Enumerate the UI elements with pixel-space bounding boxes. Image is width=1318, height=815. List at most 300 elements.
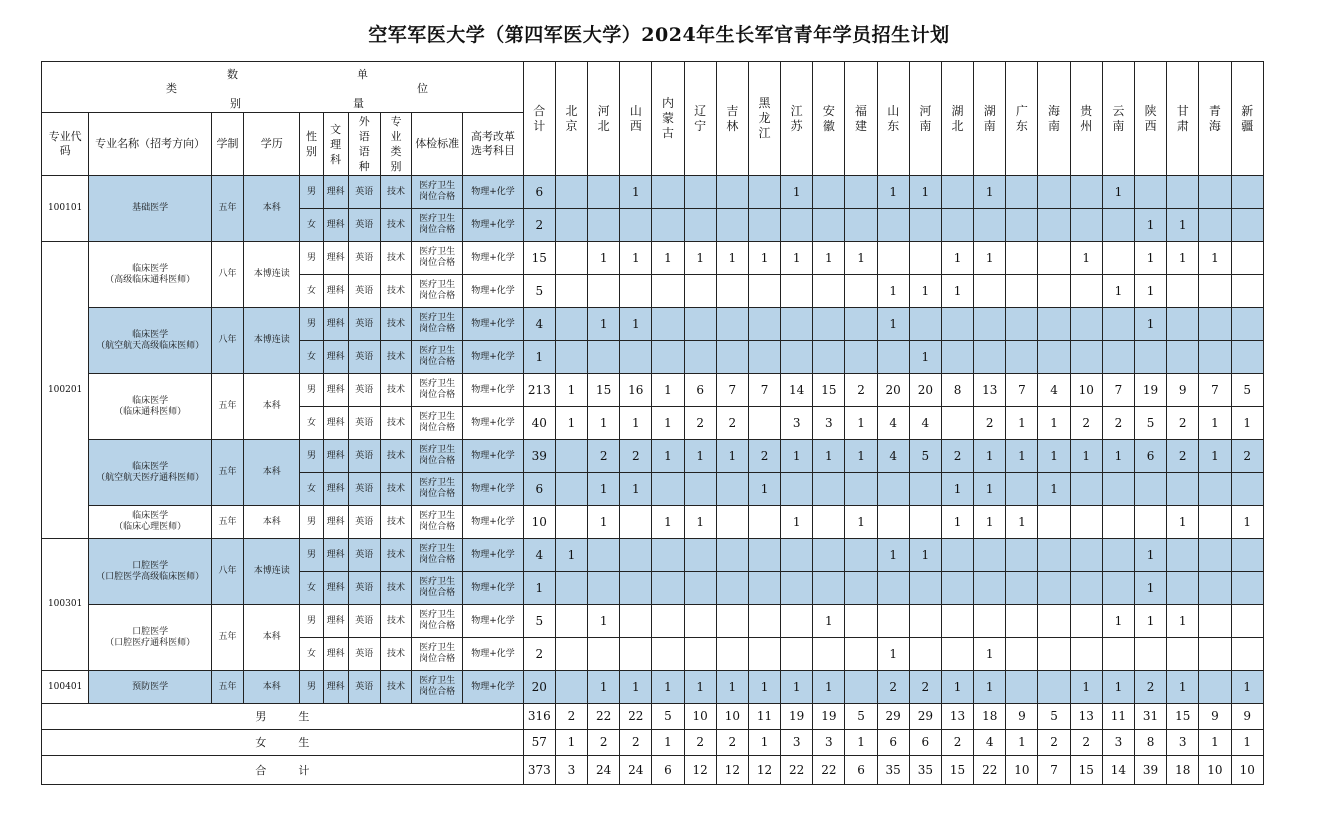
foreign-language: 英语 — [348, 638, 380, 671]
province-quota: 13 — [974, 374, 1006, 407]
province-quota — [748, 638, 780, 671]
major-name — [89, 374, 212, 440]
province-quota — [652, 209, 684, 242]
summary-province: 10 — [1199, 756, 1231, 785]
province-quota — [555, 440, 587, 473]
province-quota — [684, 176, 716, 209]
province-quota: 1 — [652, 671, 684, 704]
exam-subjects: 物理+化学 — [463, 209, 523, 242]
province-quota: 1 — [1070, 440, 1102, 473]
major-code: 100201 — [42, 242, 89, 539]
foreign-language: 英语 — [348, 440, 380, 473]
summary-province: 13 — [941, 704, 973, 730]
major-name-main: 基础医学 — [132, 203, 169, 213]
province-quota — [716, 473, 748, 506]
province-quota: 1 — [941, 671, 973, 704]
province-quota: 1 — [974, 473, 1006, 506]
foreign-language: 英语 — [348, 407, 380, 440]
province-quota: 1 — [941, 506, 973, 539]
subject-track: 理科 — [323, 440, 348, 473]
province-quota: 1 — [1134, 242, 1166, 275]
province-quota: 1 — [1231, 407, 1264, 440]
major-type: 技术 — [380, 341, 411, 374]
province-name: 山西 — [629, 103, 642, 133]
province-quota: 1 — [781, 176, 813, 209]
degree: 本科 — [244, 605, 300, 671]
summary-label-char: 女 — [255, 736, 267, 749]
province-quota — [1006, 572, 1038, 605]
sex: 男 — [300, 242, 323, 275]
major-type: 技术 — [380, 506, 411, 539]
province-quota — [1199, 308, 1231, 341]
province-header — [652, 62, 684, 176]
health-standard: 医疗卫生岗位合格 — [412, 275, 463, 308]
exam-subjects: 物理+化学 — [463, 539, 523, 572]
province-header — [555, 62, 587, 176]
row-total: 5 — [523, 275, 555, 308]
province-quota: 1 — [1199, 242, 1231, 275]
province-quota: 1 — [1038, 440, 1070, 473]
province-quota: 16 — [620, 374, 652, 407]
province-quota — [620, 506, 652, 539]
major-type: 技术 — [380, 407, 411, 440]
row-total: 39 — [523, 440, 555, 473]
summary-province: 22 — [974, 756, 1006, 785]
category-corner-label: 别 — [230, 97, 241, 110]
province-name: 黑龙江 — [758, 96, 771, 140]
column-header: 体检标准 — [412, 113, 463, 176]
table-row — [42, 242, 1264, 275]
province-quota: 2 — [909, 671, 941, 704]
province-quota: 2 — [620, 440, 652, 473]
degree: 本博连读 — [244, 308, 300, 374]
degree: 本博连读 — [244, 242, 300, 308]
province-quota: 1 — [748, 242, 780, 275]
province-name: 广东 — [1015, 103, 1028, 133]
province-quota: 1 — [877, 638, 909, 671]
province-quota: 1 — [620, 473, 652, 506]
province-quota — [588, 572, 620, 605]
province-quota: 1 — [1231, 506, 1264, 539]
row-total: 1 — [523, 572, 555, 605]
province-quota: 1 — [877, 539, 909, 572]
sex: 女 — [300, 638, 323, 671]
sex: 女 — [300, 209, 323, 242]
province-quota — [1070, 605, 1102, 638]
province-quota — [716, 539, 748, 572]
province-quota: 4 — [909, 407, 941, 440]
province-quota — [652, 275, 684, 308]
province-quota: 1 — [781, 440, 813, 473]
summary-total: 316 — [523, 704, 555, 730]
province-quota — [620, 605, 652, 638]
province-quota: 2 — [684, 407, 716, 440]
province-quota: 2 — [974, 407, 1006, 440]
province-quota — [1199, 671, 1231, 704]
province-quota — [1231, 473, 1264, 506]
province-quota — [1006, 638, 1038, 671]
province-quota: 1 — [555, 539, 587, 572]
province-quota — [588, 539, 620, 572]
study-years: 五年 — [211, 506, 243, 539]
province-quota — [781, 275, 813, 308]
province-quota — [1134, 176, 1166, 209]
major-type: 技术 — [380, 440, 411, 473]
province-quota — [781, 341, 813, 374]
major-name-main: 口腔医学 — [132, 626, 169, 637]
summary-province: 15 — [1167, 704, 1199, 730]
row-total: 6 — [523, 473, 555, 506]
column-header: 高考改革选考科目 — [463, 113, 523, 176]
study-years: 八年 — [211, 242, 243, 308]
province-quota — [555, 638, 587, 671]
summary-province: 35 — [909, 756, 941, 785]
province-quota: 10 — [1070, 374, 1102, 407]
subject-track: 理科 — [323, 539, 348, 572]
summary-province: 2 — [620, 730, 652, 756]
major-type: 技术 — [380, 275, 411, 308]
province-quota — [1231, 341, 1264, 374]
province-header — [620, 62, 652, 176]
exam-subjects: 物理+化学 — [463, 605, 523, 638]
province-quota — [845, 605, 877, 638]
province-quota: 1 — [877, 176, 909, 209]
province-quota — [1167, 638, 1199, 671]
province-name: 贵州 — [1080, 103, 1093, 133]
table-row — [42, 605, 1264, 638]
province-quota: 1 — [1231, 671, 1264, 704]
province-quota: 1 — [652, 242, 684, 275]
summary-province: 19 — [813, 704, 845, 730]
summary-province: 22 — [813, 756, 845, 785]
province-quota: 14 — [781, 374, 813, 407]
health-standard: 医疗卫生岗位合格 — [412, 506, 463, 539]
province-quota — [684, 539, 716, 572]
province-name: 江苏 — [790, 103, 803, 133]
sex: 男 — [300, 176, 323, 209]
major-name — [89, 440, 212, 506]
province-quota: 1 — [1167, 605, 1199, 638]
major-type: 技术 — [380, 308, 411, 341]
column-header-label: 文理科 — [330, 122, 342, 166]
province-quota: 1 — [813, 605, 845, 638]
major-name-main: 预防医学 — [132, 681, 169, 692]
health-standard: 医疗卫生岗位合格 — [412, 440, 463, 473]
province-quota — [555, 308, 587, 341]
health-standard: 医疗卫生岗位合格 — [412, 374, 463, 407]
major-name-main: 临床医学 — [132, 329, 169, 340]
summary-label — [42, 704, 524, 730]
province-quota — [845, 539, 877, 572]
degree: 本科 — [244, 671, 300, 704]
province-name: 河北 — [597, 103, 610, 133]
province-header — [974, 62, 1006, 176]
foreign-language: 英语 — [348, 572, 380, 605]
summary-province: 2 — [1070, 730, 1102, 756]
province-quota: 1 — [781, 242, 813, 275]
province-quota — [684, 275, 716, 308]
summary-province: 1 — [845, 730, 877, 756]
summary-province: 2 — [588, 730, 620, 756]
province-quota: 1 — [1102, 176, 1134, 209]
province-quota — [909, 638, 941, 671]
health-standard: 医疗卫生岗位合格 — [412, 605, 463, 638]
summary-province: 15 — [941, 756, 973, 785]
province-quota — [716, 638, 748, 671]
summary-province: 10 — [1006, 756, 1038, 785]
summary-province: 3 — [1102, 730, 1134, 756]
province-quota — [748, 176, 780, 209]
province-quota: 1 — [974, 176, 1006, 209]
province-quota — [1006, 341, 1038, 374]
province-quota — [1102, 341, 1134, 374]
province-quota — [1070, 473, 1102, 506]
province-quota — [845, 572, 877, 605]
health-standard: 医疗卫生岗位合格 — [412, 176, 463, 209]
category-corner-label: 数 — [227, 68, 238, 81]
province-quota: 1 — [652, 374, 684, 407]
summary-province: 1 — [1006, 730, 1038, 756]
province-quota: 1 — [974, 638, 1006, 671]
summary-province: 2 — [684, 730, 716, 756]
foreign-language: 英语 — [348, 209, 380, 242]
table-row — [42, 671, 1264, 704]
summary-province: 12 — [748, 756, 780, 785]
province-quota — [1070, 638, 1102, 671]
province-quota — [781, 308, 813, 341]
province-quota — [845, 308, 877, 341]
province-quota: 1 — [652, 506, 684, 539]
province-quota — [1070, 506, 1102, 539]
major-type: 技术 — [380, 671, 411, 704]
subject-track: 理科 — [323, 506, 348, 539]
health-standard: 医疗卫生岗位合格 — [412, 638, 463, 671]
province-quota — [555, 506, 587, 539]
province-quota: 6 — [684, 374, 716, 407]
province-quota — [555, 242, 587, 275]
major-type: 技术 — [380, 539, 411, 572]
exam-subjects: 物理+化学 — [463, 407, 523, 440]
province-name: 新疆 — [1241, 103, 1254, 133]
sex: 男 — [300, 539, 323, 572]
province-quota: 7 — [1006, 374, 1038, 407]
province-quota — [652, 539, 684, 572]
province-quota: 1 — [1102, 275, 1134, 308]
province-quota: 1 — [1134, 605, 1166, 638]
summary-label-char: 生 — [298, 736, 310, 749]
summary-province: 6 — [845, 756, 877, 785]
summary-province: 3 — [813, 730, 845, 756]
health-standard: 医疗卫生岗位合格 — [412, 671, 463, 704]
province-quota — [555, 209, 587, 242]
province-quota: 1 — [974, 671, 1006, 704]
category-corner-label: 类 — [166, 82, 177, 95]
province-quota: 2 — [877, 671, 909, 704]
province-quota — [909, 506, 941, 539]
summary-label-char: 计 — [298, 763, 310, 777]
province-quota — [652, 341, 684, 374]
province-quota — [1167, 341, 1199, 374]
table-row — [42, 440, 1264, 473]
province-name: 甘肃 — [1176, 103, 1189, 133]
province-quota: 1 — [1070, 242, 1102, 275]
province-quota — [1199, 572, 1231, 605]
row-total: 40 — [523, 407, 555, 440]
province-quota — [813, 308, 845, 341]
province-quota: 1 — [684, 242, 716, 275]
major-name-main: 临床医学 — [132, 263, 169, 274]
table-row — [42, 374, 1264, 407]
province-quota: 1 — [845, 506, 877, 539]
enrollment-table — [41, 61, 1264, 785]
province-quota: 1 — [845, 242, 877, 275]
province-name: 陕西 — [1144, 103, 1157, 133]
province-quota — [716, 341, 748, 374]
province-quota — [909, 572, 941, 605]
province-quota: 5 — [1231, 374, 1264, 407]
province-quota: 1 — [1134, 539, 1166, 572]
province-quota — [1199, 176, 1231, 209]
province-quota: 2 — [1167, 407, 1199, 440]
row-total: 5 — [523, 605, 555, 638]
province-quota: 1 — [813, 440, 845, 473]
province-quota — [941, 209, 973, 242]
province-name: 湖北 — [951, 103, 964, 133]
province-quota: 1 — [813, 671, 845, 704]
province-quota — [974, 341, 1006, 374]
province-quota — [941, 341, 973, 374]
subject-track: 理科 — [323, 209, 348, 242]
province-quota: 1 — [684, 506, 716, 539]
province-quota — [1199, 341, 1231, 374]
province-quota — [1231, 209, 1264, 242]
major-name-main: 临床医学 — [132, 461, 169, 472]
column-header: 学制 — [211, 113, 243, 176]
province-quota — [748, 275, 780, 308]
province-quota: 2 — [748, 440, 780, 473]
column-header-label: 外语语种 — [358, 115, 370, 173]
province-quota — [813, 473, 845, 506]
province-header — [909, 62, 941, 176]
province-header — [1070, 62, 1102, 176]
province-quota — [555, 473, 587, 506]
exam-subjects: 物理+化学 — [463, 374, 523, 407]
province-quota — [1006, 242, 1038, 275]
province-quota: 2 — [845, 374, 877, 407]
province-quota: 4 — [877, 407, 909, 440]
province-quota: 1 — [845, 440, 877, 473]
province-quota: 1 — [1006, 407, 1038, 440]
summary-province: 2 — [1038, 730, 1070, 756]
row-total: 2 — [523, 638, 555, 671]
column-header — [300, 113, 323, 176]
subject-track: 理科 — [323, 473, 348, 506]
summary-row — [42, 730, 1264, 756]
province-header — [1167, 62, 1199, 176]
province-name: 青海 — [1208, 103, 1221, 133]
province-quota: 4 — [877, 440, 909, 473]
major-name — [89, 539, 212, 605]
major-name — [89, 242, 212, 308]
row-total: 10 — [523, 506, 555, 539]
province-quota: 5 — [1134, 407, 1166, 440]
province-quota — [684, 341, 716, 374]
province-quota — [1006, 275, 1038, 308]
summary-province: 14 — [1102, 756, 1134, 785]
summary-province: 3 — [781, 730, 813, 756]
province-quota — [1231, 275, 1264, 308]
major-type: 技术 — [380, 374, 411, 407]
province-quota: 2 — [1167, 440, 1199, 473]
major-name-direction: （航空航天高级临床医师） — [96, 340, 205, 351]
province-quota — [845, 473, 877, 506]
province-quota — [652, 473, 684, 506]
major-name-direction: （航空航天医疗通科医师） — [96, 472, 205, 483]
province-header — [716, 62, 748, 176]
province-quota: 1 — [781, 671, 813, 704]
study-years: 八年 — [211, 308, 243, 374]
category-corner-label: 单 — [357, 68, 368, 81]
province-quota — [1231, 242, 1264, 275]
province-quota — [1167, 275, 1199, 308]
summary-province: 2 — [716, 730, 748, 756]
foreign-language: 英语 — [348, 473, 380, 506]
province-quota — [1199, 506, 1231, 539]
province-quota: 1 — [588, 671, 620, 704]
province-quota — [652, 572, 684, 605]
province-quota — [1231, 638, 1264, 671]
sex: 女 — [300, 341, 323, 374]
province-quota — [555, 605, 587, 638]
row-total: 15 — [523, 242, 555, 275]
summary-province: 6 — [652, 756, 684, 785]
province-quota — [748, 407, 780, 440]
table-row — [42, 506, 1264, 539]
province-quota — [877, 605, 909, 638]
subject-track: 理科 — [323, 176, 348, 209]
major-type: 技术 — [380, 638, 411, 671]
summary-province: 1 — [1231, 730, 1264, 756]
degree: 本科 — [244, 440, 300, 506]
province-quota: 1 — [974, 506, 1006, 539]
province-quota — [1102, 473, 1134, 506]
province-quota — [748, 572, 780, 605]
province-quota — [909, 209, 941, 242]
exam-subjects: 物理+化学 — [463, 638, 523, 671]
province-quota — [877, 506, 909, 539]
province-quota — [1070, 539, 1102, 572]
province-quota — [748, 539, 780, 572]
summary-province: 10 — [716, 704, 748, 730]
summary-row — [42, 756, 1264, 785]
category-corner-label: 量 — [353, 97, 364, 110]
province-quota: 2 — [1102, 407, 1134, 440]
subject-track: 理科 — [323, 407, 348, 440]
major-name-direction: （口腔医学高级临床医师） — [96, 571, 205, 582]
row-total: 20 — [523, 671, 555, 704]
province-quota — [1167, 176, 1199, 209]
province-quota — [1038, 605, 1070, 638]
summary-province: 8 — [1134, 730, 1166, 756]
province-quota — [813, 539, 845, 572]
subject-track: 理科 — [323, 374, 348, 407]
province-quota: 1 — [941, 242, 973, 275]
province-quota — [1199, 473, 1231, 506]
province-quota — [555, 275, 587, 308]
study-years: 五年 — [211, 374, 243, 440]
major-type: 技术 — [380, 242, 411, 275]
sex: 男 — [300, 440, 323, 473]
